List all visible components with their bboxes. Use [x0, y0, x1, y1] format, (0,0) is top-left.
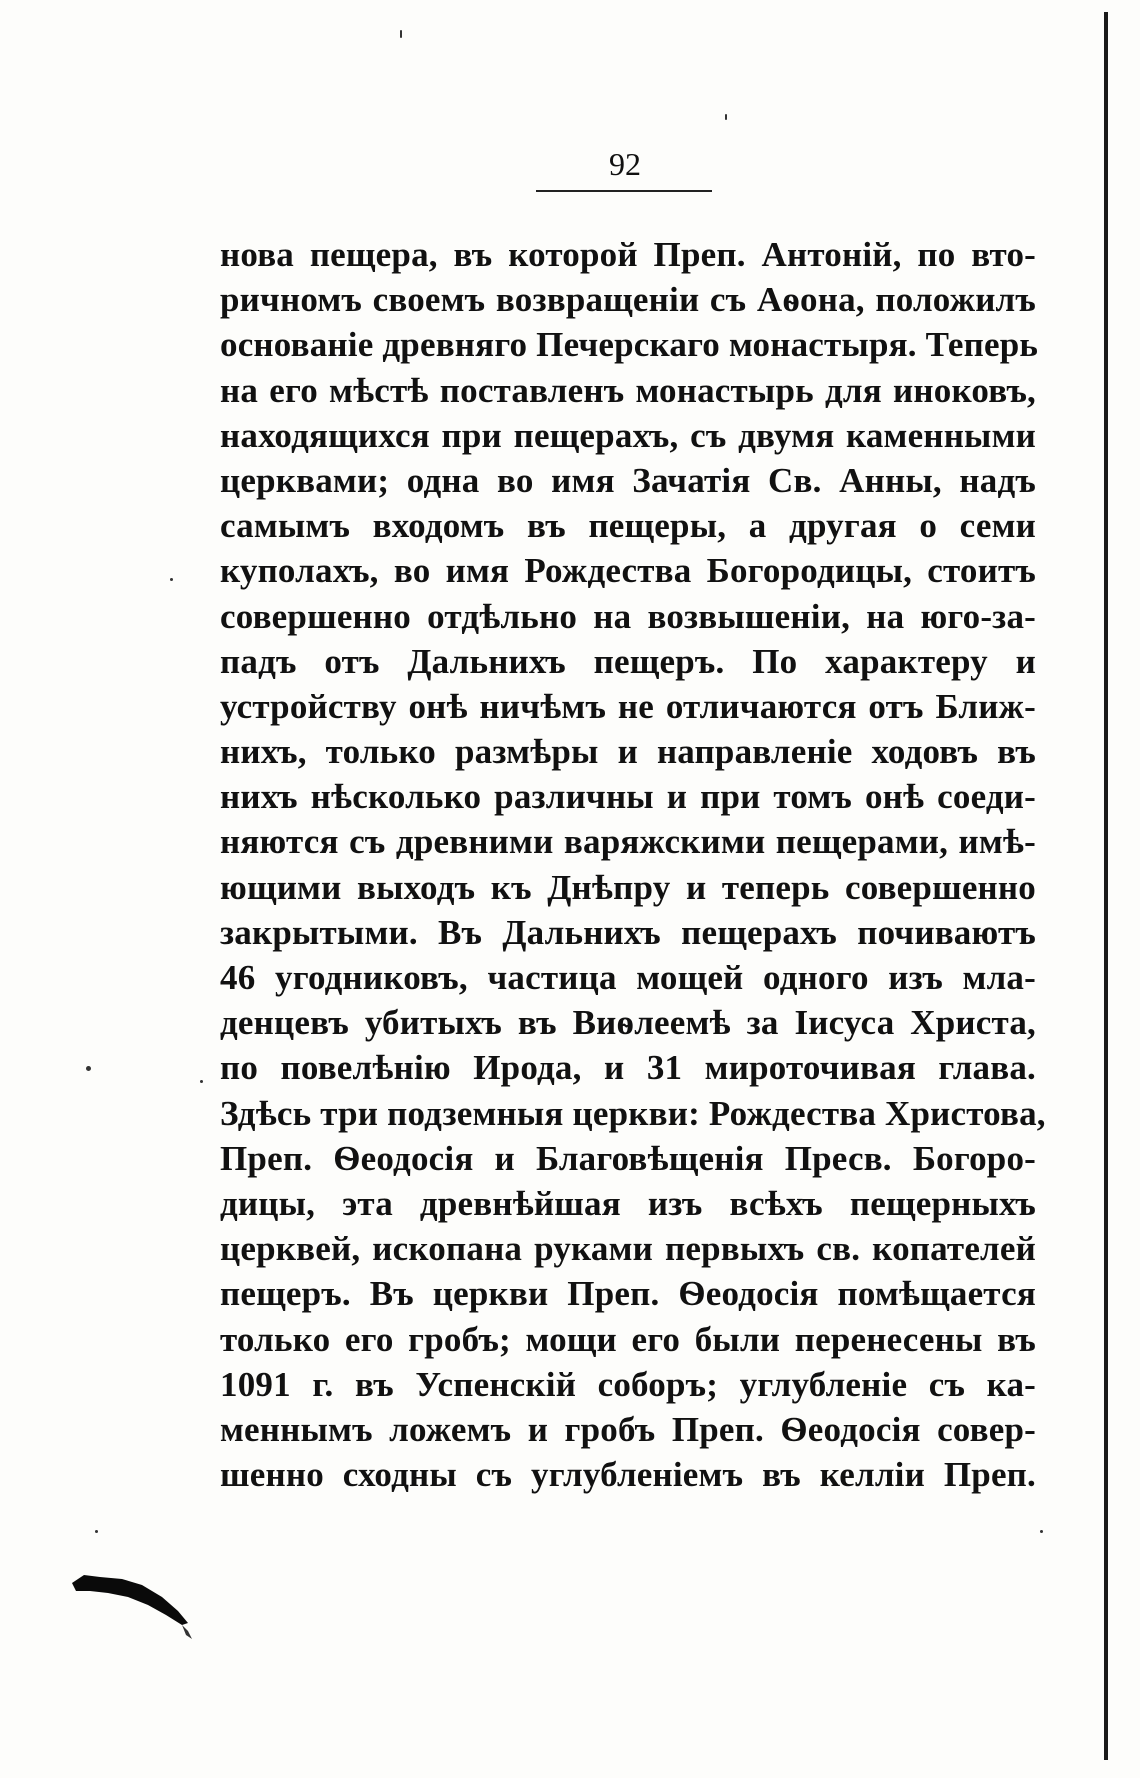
text-line: 1091 г. въ Успенскій соборъ; углубленіе съ ка- — [220, 1364, 1036, 1404]
ink-speck — [1040, 1530, 1043, 1533]
page-number-rule — [536, 190, 712, 192]
text-line: на его мѣстѣ поставленъ монастырь для иноковъ, — [220, 370, 1036, 410]
text-line: закрытыми. Въ Дальнихъ пещерахъ почиваютъ — [220, 912, 1036, 952]
text-line: ричномъ своемъ возвращеніи съ Аѳона, положилъ — [220, 280, 1036, 320]
text-line: дицы, эта древнѣйшая изъ всѣхъ пещерныхъ — [220, 1183, 1036, 1223]
text-line: Здѣсь три подземныя церкви: Рождества Христова, — [220, 1093, 1046, 1133]
page-number: 92 — [609, 146, 641, 182]
body-text — [220, 232, 1046, 1497]
text-line: нихъ, только размѣры и направленіе ходовъ въ — [220, 732, 1036, 772]
ink-speck — [725, 114, 727, 120]
text-line: церквей, ископана руками первыхъ св. копателей — [220, 1229, 1036, 1269]
text-line: только его гробъ; мощи его были перенесены въ — [220, 1319, 1036, 1359]
text-line: няются съ древними варяжскими пещерами, имѣ- — [220, 822, 1036, 862]
text-line: 46 угодниковъ, частица мощей одного изъ мла- — [220, 958, 1036, 997]
text-line: находящихся при пещерахъ, съ двумя каменными — [220, 415, 1036, 455]
text-line: нихъ нѣсколько различны и при томъ онѣ соеди- — [220, 777, 1036, 817]
text-line: меннымъ ложемъ и гробъ Преп. Ѳеодосія совер- — [220, 1409, 1036, 1449]
scan-edge-line — [1104, 12, 1108, 1760]
text-line: падъ отъ Дальнихъ пещеръ. По характеру и — [220, 641, 1036, 681]
text-line: денцевъ убитыхъ въ Виѳлеемѣ за Іисуса Христа, — [220, 1003, 1036, 1043]
ink-blot — [70, 1565, 200, 1645]
text-line: шенно сходны съ углубленіемъ въ келліи Преп. — [220, 1455, 1036, 1495]
text-line: церквами; одна во имя Зачатія Св. Анны, надъ — [220, 460, 1036, 500]
text-line: основаніе древняго Печерскаго монастыря. Теперь — [220, 325, 1039, 365]
ink-speck — [400, 30, 402, 38]
text-line: нова пещера, въ которой Преп. Антоній, по вто- — [220, 235, 1036, 274]
text-line: устройству онѣ ничѣмъ не отличаются отъ Ближ- — [220, 686, 1036, 726]
ink-speck — [95, 1530, 98, 1533]
text-line: самымъ входомъ въ пещеры, а другая о семи — [220, 506, 1036, 546]
text-line: совершенно отдѣльно на возвышеніи, на юго-за- — [220, 596, 1036, 636]
text-line: Преп. Ѳеодосія и Благовѣщенія Пресв. Богоро- — [220, 1138, 1036, 1178]
ink-speck — [200, 1080, 203, 1083]
text-line: по повелѣнію Ирода, и 31 мироточивая глава. — [220, 1048, 1036, 1088]
text-line: куполахъ, во имя Рождества Богородицы, стоитъ — [220, 551, 1036, 591]
ink-speck — [86, 1066, 91, 1071]
ink-speck — [170, 578, 173, 581]
text-line: ющими выходъ къ Днѣпру и теперь совершенно — [220, 867, 1036, 907]
text-line: пещеръ. Въ церкви Преп. Ѳеодосія помѣщается — [220, 1274, 1036, 1314]
